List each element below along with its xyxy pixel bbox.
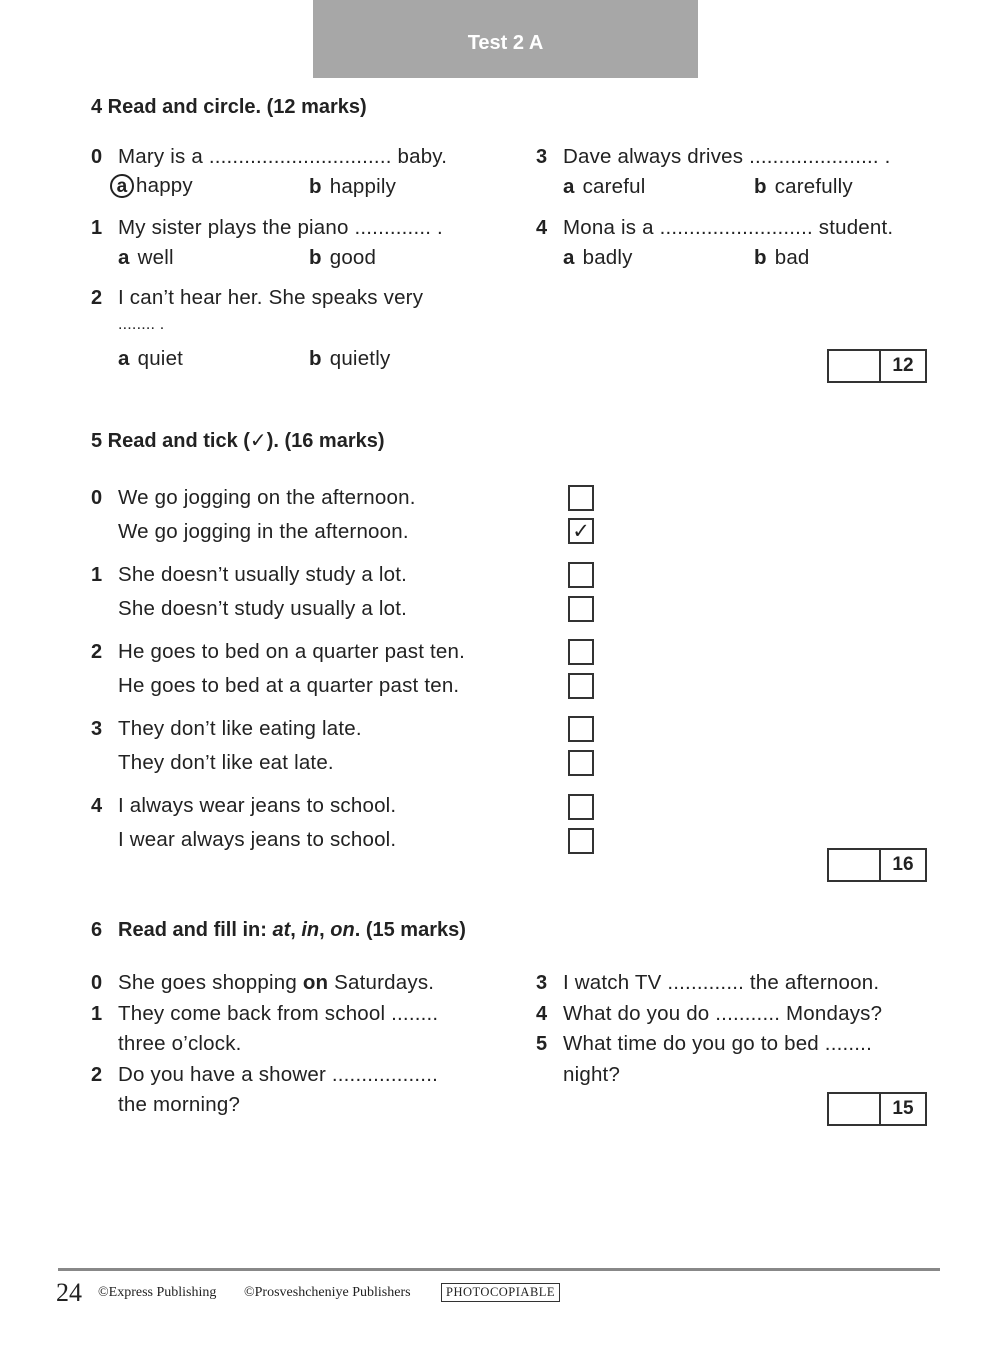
title-word: at xyxy=(272,919,291,941)
item-text: I can’t hear her. She speaks very xyxy=(118,286,424,309)
option-text: carefully xyxy=(774,175,853,198)
option-letter: a xyxy=(563,246,575,269)
score-total: 16 xyxy=(892,854,914,875)
sentence-text: He goes to bed on a quarter past ten. xyxy=(118,640,466,663)
option-text: badly xyxy=(582,246,633,269)
score-total: 12 xyxy=(892,355,914,376)
option-letter: a xyxy=(563,175,575,198)
item-number: 0 xyxy=(91,146,103,168)
s4-item-3 xyxy=(536,145,891,169)
tick-box[interactable] xyxy=(568,828,594,854)
s4-item-2 xyxy=(91,286,423,310)
publisher-credit: ©Prosveshcheniye Publishers xyxy=(244,1285,411,1300)
s4-item-3-option-a xyxy=(563,175,646,199)
item-text: What time do you go to bed ........ xyxy=(563,1032,872,1055)
item-number: 3 xyxy=(536,972,548,994)
photocopiable-label: PHOTOCOPIABLE xyxy=(441,1283,560,1302)
tick-box[interactable] xyxy=(568,673,594,699)
title-word: on xyxy=(330,919,355,941)
item-number: 1 xyxy=(91,564,103,586)
s4-item-2-blank: ........ . xyxy=(118,316,165,333)
example-answer: on xyxy=(302,971,329,994)
item-text: They come back from school ........ xyxy=(118,1002,439,1025)
section-6-title xyxy=(91,919,466,942)
s4-item-1-option-b xyxy=(309,246,376,270)
item-number: 3 xyxy=(536,146,548,168)
item-text: My sister plays the piano ............. . xyxy=(118,216,443,239)
publisher-credit: ©Express Publishing xyxy=(98,1285,217,1300)
item-text: Do you have a shower .................. xyxy=(118,1063,438,1086)
tick-box[interactable] xyxy=(568,596,594,622)
item-text: She goes shopping xyxy=(118,971,303,994)
s6-item-0 xyxy=(91,971,434,995)
tick-box[interactable] xyxy=(568,562,594,588)
sentence-text: We go jogging on the afternoon. xyxy=(118,486,416,509)
s6-item-1-line2: three o’clock. xyxy=(118,1032,242,1055)
tick-box[interactable] xyxy=(568,750,594,776)
footer-divider xyxy=(58,1268,940,1271)
option-letter: b xyxy=(309,347,322,370)
option-letter: a xyxy=(118,347,130,370)
option-text: happily xyxy=(329,175,397,198)
title-text: . (15 marks) xyxy=(354,919,466,941)
tick-box[interactable] xyxy=(568,716,594,742)
item-number: 1 xyxy=(91,217,103,239)
option-text: quietly xyxy=(329,347,391,370)
s5-item-2-line2: He goes to bed at a quarter past ten. xyxy=(118,674,460,697)
tick-box[interactable] xyxy=(568,639,594,665)
s6-item-3 xyxy=(536,971,879,995)
option-letter: b xyxy=(309,246,322,269)
s4-item-3-option-b xyxy=(754,175,853,199)
option-text: happy xyxy=(136,174,193,197)
s6-item-5-line2: night? xyxy=(563,1063,621,1086)
section-4-title: 4 Read and circle. (12 marks) xyxy=(91,96,367,118)
s5-item-0-line2: We go jogging in the afternoon. xyxy=(118,520,409,543)
s4-item-1-option-a xyxy=(118,246,174,270)
score-blank[interactable] xyxy=(829,1094,881,1124)
s5-item-1-line1 xyxy=(91,563,407,587)
item-number: 2 xyxy=(91,1064,103,1086)
sentence-text: I always wear jeans to school. xyxy=(118,794,397,817)
s4-item-4-option-a xyxy=(563,246,633,270)
tick-box-checked[interactable]: ✓ xyxy=(568,518,594,544)
option-letter: b xyxy=(754,246,767,269)
s6-item-4 xyxy=(536,1002,882,1026)
s5-item-4-line2: I wear always jeans to school. xyxy=(118,828,397,851)
s5-item-3-line1 xyxy=(91,717,362,741)
s6-item-1 xyxy=(91,1002,438,1026)
page-number: 24 xyxy=(56,1278,82,1307)
title-text: Read and fill in: xyxy=(118,919,273,941)
s4-item-2-option-a xyxy=(118,347,183,371)
s4-item-0 xyxy=(91,145,447,169)
option-letter: b xyxy=(754,175,767,198)
sentence-text: They don’t like eating late. xyxy=(118,717,362,740)
s6-item-2-line2: the morning? xyxy=(118,1093,241,1116)
score-blank[interactable] xyxy=(829,850,881,880)
item-number: 4 xyxy=(91,795,103,817)
s5-item-2-line1 xyxy=(91,640,465,664)
section-5-title: 5 Read and tick (✓). (16 marks) xyxy=(91,430,385,452)
section-6-score-box xyxy=(827,1092,927,1126)
item-text: Mona is a .......................... student. xyxy=(563,216,894,239)
item-number: 1 xyxy=(91,1003,103,1025)
s5-item-1-line2: She doesn’t study usually a lot. xyxy=(118,597,408,620)
option-text: quiet xyxy=(137,347,184,370)
sentence-text: She doesn’t usually study a lot. xyxy=(118,563,408,586)
option-text: well xyxy=(137,246,174,269)
s5-item-0-line1 xyxy=(91,486,416,510)
s5-item-4-line1 xyxy=(91,794,396,818)
option-text: careful xyxy=(582,175,646,198)
item-number: 0 xyxy=(91,487,103,509)
item-number: 4 xyxy=(536,1003,548,1025)
option-letter: a xyxy=(118,246,130,269)
s4-item-0-option-a xyxy=(110,174,193,198)
s4-item-0-option-b xyxy=(309,175,396,199)
item-text: Saturdays. xyxy=(328,971,435,994)
score-total: 15 xyxy=(892,1098,914,1119)
item-number: 3 xyxy=(91,718,103,740)
option-letter: b xyxy=(309,175,322,198)
item-text: Mary is a ............................... baby. xyxy=(118,145,448,168)
title-word: in xyxy=(301,919,320,941)
tick-box[interactable] xyxy=(568,794,594,820)
title-separator: , xyxy=(290,919,302,941)
option-text: good xyxy=(329,246,377,269)
item-text: I watch TV ............. the afternoon. xyxy=(563,971,880,994)
circled-answer: a xyxy=(110,174,134,198)
section-4-score-box xyxy=(827,349,927,383)
s4-item-2-option-b xyxy=(309,347,390,371)
tick-box[interactable] xyxy=(568,485,594,511)
s6-item-5 xyxy=(536,1032,872,1056)
score-blank[interactable] xyxy=(829,351,881,381)
item-number: 2 xyxy=(91,287,103,309)
section-number: 6 xyxy=(91,919,103,941)
item-number: 0 xyxy=(91,972,103,994)
s4-item-1 xyxy=(91,216,443,240)
s6-item-2 xyxy=(91,1063,438,1087)
s5-item-3-line2: They don’t like eat late. xyxy=(118,751,334,774)
item-number: 4 xyxy=(536,217,548,239)
section-5-score-box xyxy=(827,848,927,882)
s4-item-4 xyxy=(536,216,893,240)
item-number: 2 xyxy=(91,641,103,663)
option-text: bad xyxy=(774,246,810,269)
title-separator: , xyxy=(319,919,331,941)
item-text: Dave always drives ...................... . xyxy=(563,145,891,168)
test-title-tab: Test 2 A xyxy=(313,0,698,78)
s4-item-4-option-b xyxy=(754,246,810,270)
item-number: 5 xyxy=(536,1033,548,1055)
item-text: What do you do ........... Mondays? xyxy=(563,1002,883,1025)
